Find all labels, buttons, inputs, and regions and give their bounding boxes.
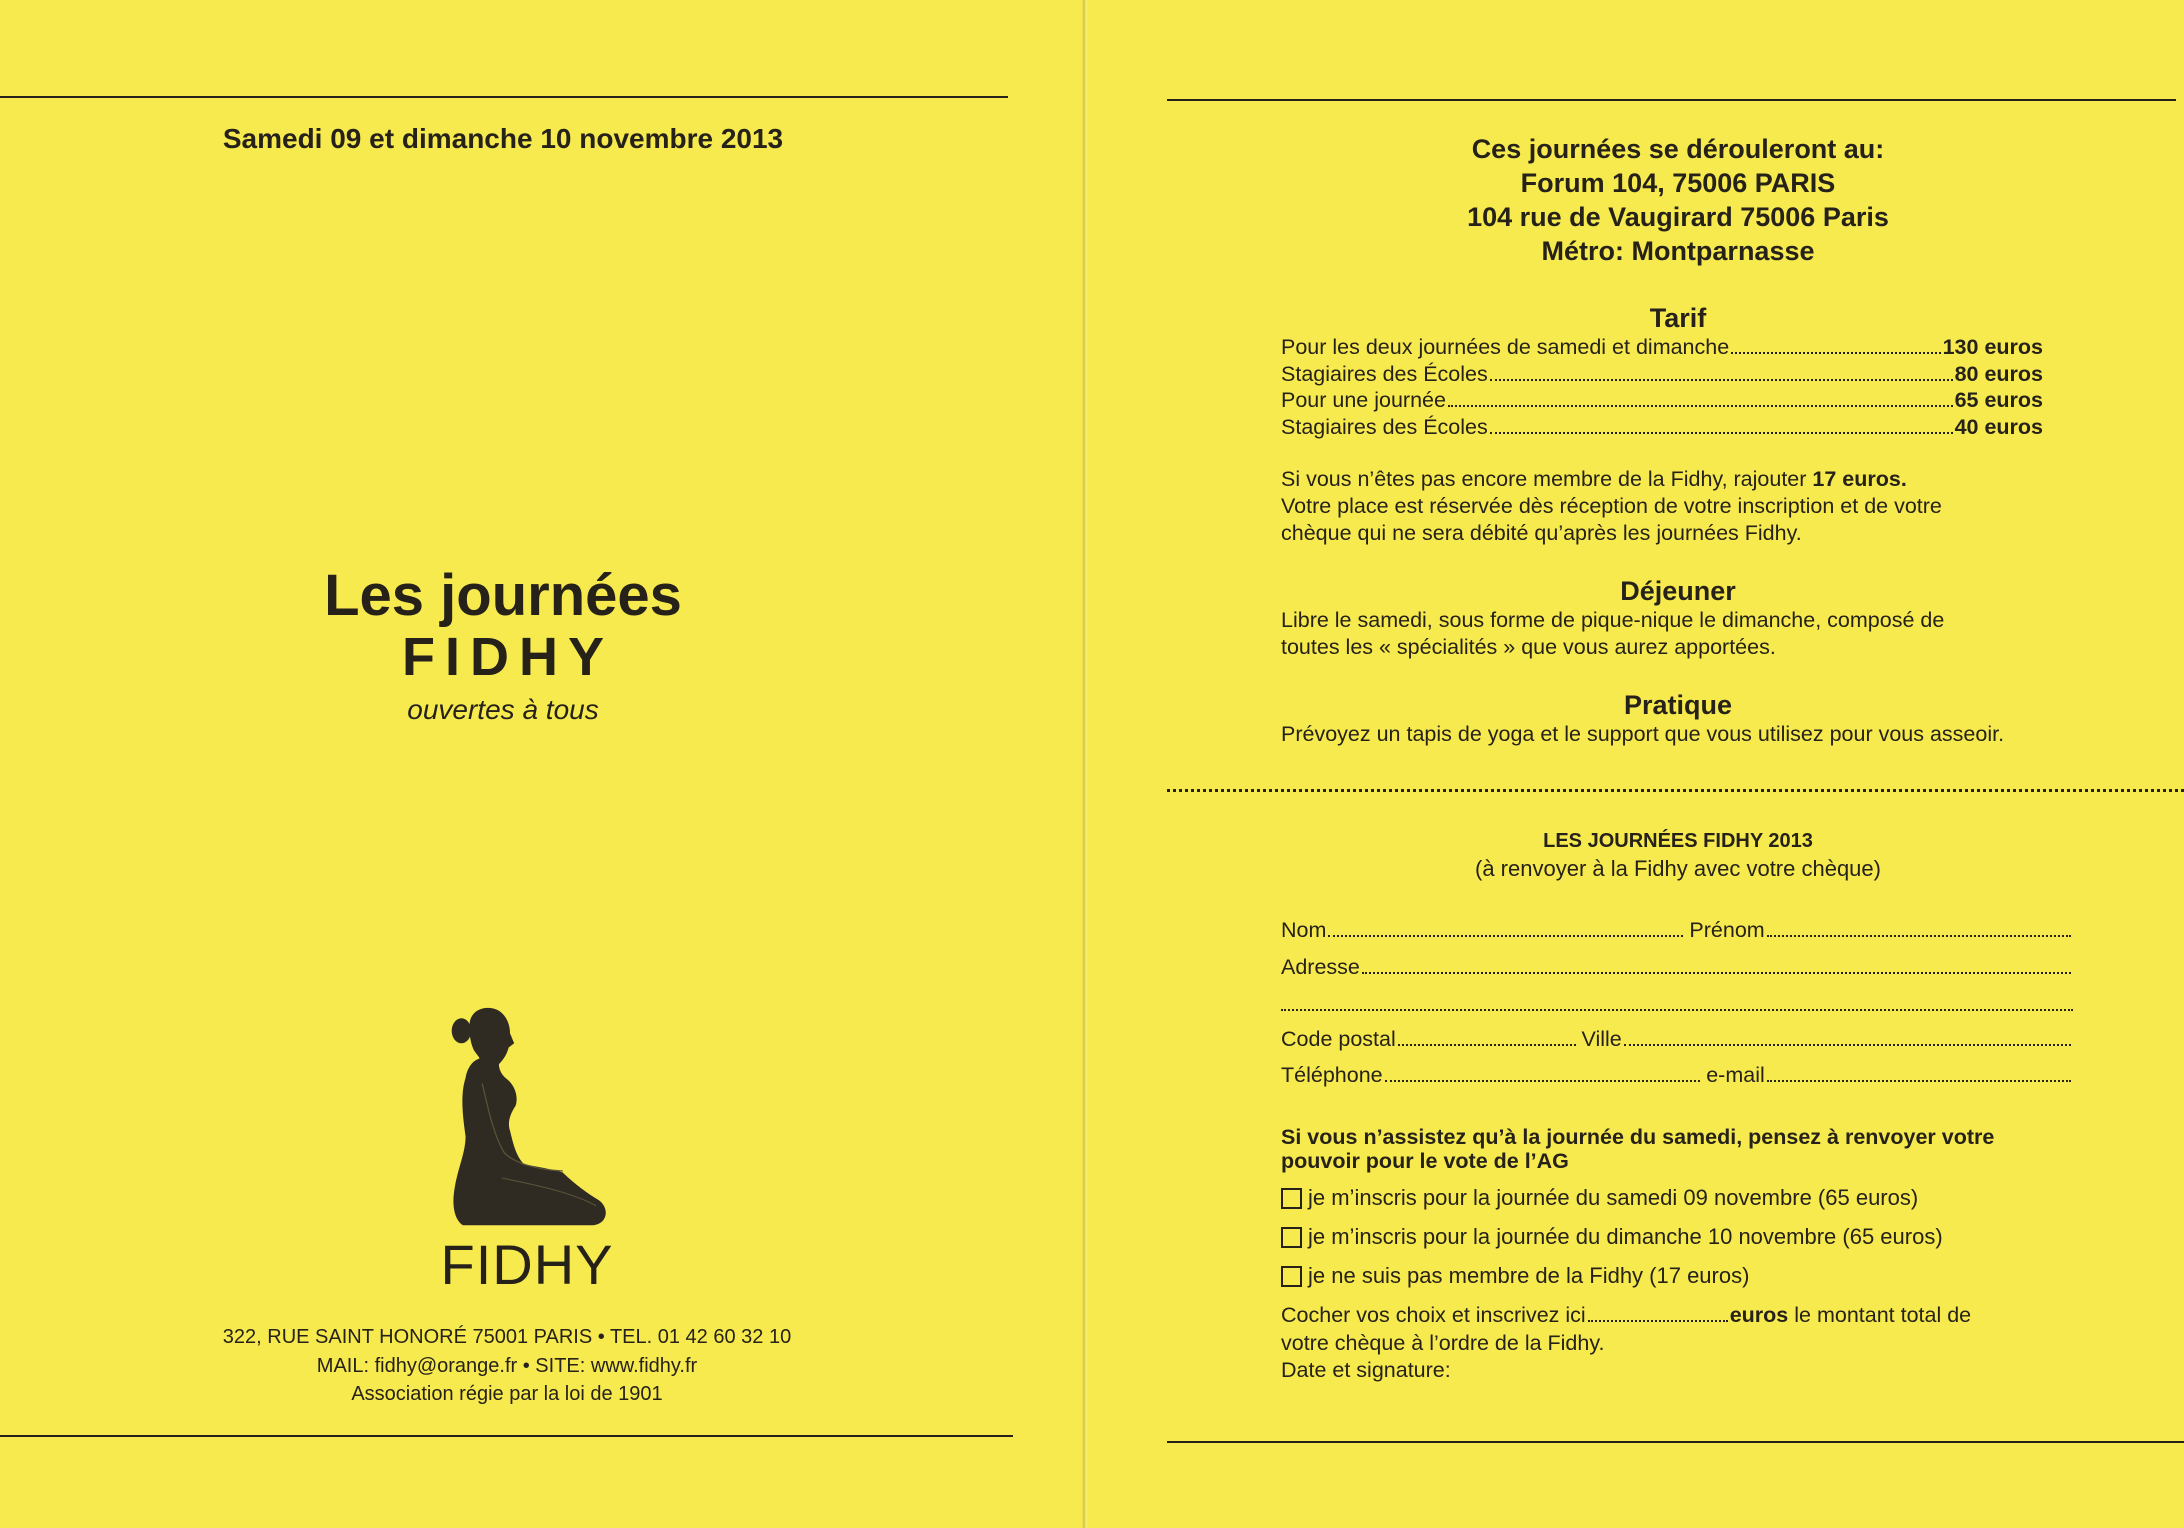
tarif-row <box>1281 414 2043 441</box>
nom-field <box>1328 935 1683 937</box>
dotted-leader <box>1490 379 1953 381</box>
adresse-field-continued <box>1281 1009 2073 1011</box>
membership-line: Votre place est réservée dès réception de votre inscription et de votre <box>1281 494 1942 518</box>
email-label: e-mail <box>1706 1063 1765 1087</box>
venue-line: Métro: Montparnasse <box>1541 236 1815 266</box>
top-rule <box>0 96 1008 98</box>
tarif-row <box>1281 361 2043 388</box>
address-line: 322, RUE SAINT HONORÉ 75001 PARIS • TEL. 01 42 60 32 10 <box>222 1326 792 1348</box>
logo-wordmark: FIDHY <box>440 1233 614 1296</box>
checkbox <box>1281 1188 1302 1209</box>
total-amount-field <box>1588 1320 1728 1322</box>
tarif-row <box>1281 334 2043 361</box>
form-subtitle: (à renvoyer à la Fidhy avec votre chèque) <box>1475 856 1881 881</box>
adresse-label: Adresse <box>1281 955 1360 979</box>
total-line-2: votre chèque à l’ordre de la Fidhy. <box>1281 1330 1605 1355</box>
code-postal-label: Code postal <box>1281 1027 1396 1051</box>
prenom-field <box>1767 935 2071 937</box>
note-line: Si vous n’assistez qu’à la journée du samedi, pensez à renvoyer votre <box>1281 1125 1995 1149</box>
option-label: je m’inscris pour la journée du dimanche 10 novembre (65 euros) <box>1308 1224 1943 1249</box>
dejeuner-heading: Déjeuner <box>1620 576 1736 606</box>
membership-text: Si vous n’êtes pas encore membre de la Fidhy, rajouter <box>1281 467 1807 491</box>
ville-label: Ville <box>1581 1027 1622 1051</box>
bottom-rule <box>0 1435 1013 1437</box>
option-saturday <box>1281 1183 1918 1213</box>
membership-line: chèque qui ne sera débité qu’après les journées Fidhy. <box>1281 521 1802 545</box>
kneeling-woman-silhouette-icon <box>446 1003 606 1228</box>
title-line-1: Les journées <box>324 563 682 628</box>
address-field-row <box>1281 952 2073 982</box>
telephone-field <box>1385 1080 1701 1082</box>
option-label: je ne suis pas membre de la Fidhy (17 euros) <box>1308 1263 1750 1288</box>
contact-line: MAIL: fidhy@orange.fr • SITE: www.fidhy.fr <box>316 1355 698 1377</box>
tarif-list <box>1281 334 2043 440</box>
note-line: pouvoir pour le vote de l’AG <box>1281 1149 1569 1173</box>
tarif-label: Stagiaires des Écoles <box>1281 414 1488 439</box>
membership-fee: 17 euros. <box>1812 467 1907 491</box>
total-text-end: le montant total de <box>1794 1303 1972 1327</box>
dotted-leader <box>1448 405 1953 407</box>
tarif-price: 65 euros <box>1954 388 2043 412</box>
pratique-heading: Pratique <box>1623 690 1733 720</box>
option-sunday <box>1281 1222 1943 1252</box>
postal-field-row <box>1281 1024 2073 1054</box>
association-line: Association régie par la loi de 1901 <box>351 1383 663 1405</box>
dotted-leader <box>1490 432 1953 434</box>
membership-line <box>1281 466 1942 493</box>
cover-panel <box>0 0 1086 1528</box>
tarif-price: 80 euros <box>1954 361 2043 386</box>
venue-block <box>1178 132 2178 268</box>
email-field <box>1767 1080 2071 1082</box>
contact-field-row <box>1281 1060 2073 1090</box>
bottom-rule <box>1167 1441 2184 1443</box>
tarif-label: Pour les deux journées de samedi et dimanche <box>1281 335 1730 359</box>
title-line-2: FIDHY <box>402 627 614 687</box>
top-rule <box>1167 99 2176 101</box>
dotted-leader <box>1731 352 1940 354</box>
tarif-price: 130 euros <box>1942 335 2043 359</box>
venue-line: Forum 104, 75006 PARIS <box>1520 168 1836 198</box>
total-and-signature <box>1281 1302 1971 1385</box>
tarif-row <box>1281 387 2043 414</box>
checkbox <box>1281 1266 1302 1287</box>
pratique-text: Prévoyez un tapis de yoga et le support que vous utilisez pour vous asseoir. <box>1281 722 2005 746</box>
nom-label: Nom <box>1281 918 1327 942</box>
name-field-row <box>1281 915 2073 945</box>
tarif-price: 40 euros <box>1954 414 2043 439</box>
subtitle: ouvertes à tous <box>407 694 599 725</box>
tarif-label: Stagiaires des Écoles <box>1281 361 1488 386</box>
venue-line: 104 rue de Vaugirard 75006 Paris <box>1467 202 1889 232</box>
venue-line: Ces journées se dérouleront au: <box>1471 134 1885 164</box>
saturday-proxy-note <box>1281 1125 1994 1173</box>
form-title: LES JOURNÉES FIDHY 2013 <box>1543 830 1813 852</box>
dejeuner-line: toutes les « spécialités » que vous aurez apportées. <box>1281 634 1776 659</box>
option-membership <box>1281 1261 1749 1291</box>
dejeuner-line: Libre le samedi, sous forme de pique-nique le dimanche, composé de <box>1281 608 1945 632</box>
total-unit: euros <box>1729 1303 1789 1327</box>
event-date: Samedi 09 et dimanche 10 novembre 2013 <box>222 123 784 154</box>
adresse-field <box>1362 972 2071 974</box>
option-label: je m’inscris pour la journée du samedi 09 novembre (65 euros) <box>1308 1185 1919 1210</box>
tarif-heading: Tarif <box>1649 303 1707 333</box>
total-text-start: Cocher vos choix et inscrivez ici <box>1281 1303 1586 1327</box>
telephone-label: Téléphone <box>1281 1063 1383 1087</box>
tarif-label: Pour une journée <box>1281 388 1446 412</box>
info-panel <box>1086 0 2184 1528</box>
dejeuner-text <box>1281 607 1944 660</box>
signature-label: Date et signature: <box>1281 1358 1451 1382</box>
membership-note <box>1281 466 1942 547</box>
ville-field <box>1624 1044 2071 1046</box>
total-line <box>1281 1302 1971 1330</box>
prenom-label: Prénom <box>1689 918 1765 942</box>
code-postal-field <box>1398 1044 1576 1046</box>
cut-line <box>1167 789 2184 792</box>
checkbox <box>1281 1227 1302 1248</box>
